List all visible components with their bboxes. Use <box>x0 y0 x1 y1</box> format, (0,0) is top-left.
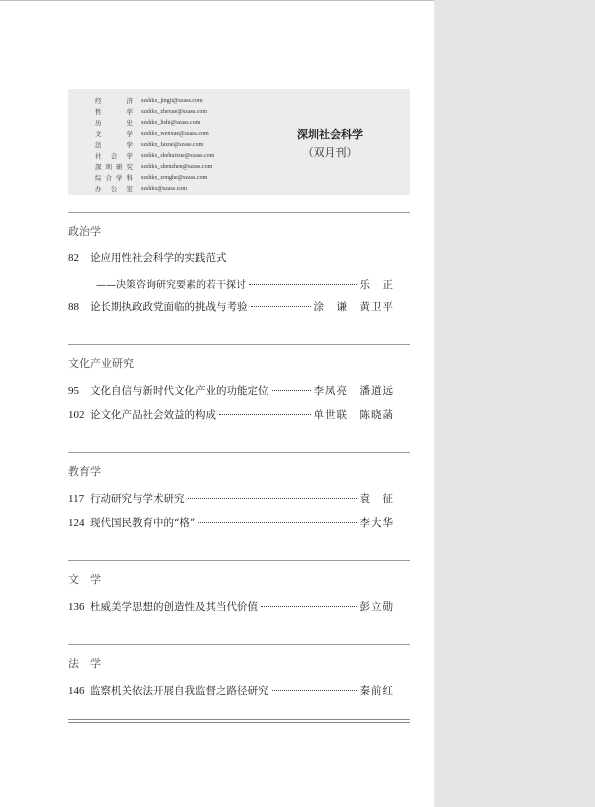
contact-label: 办公室 <box>95 185 133 193</box>
article-title: 论长期执政政党面临的挑战与考验 <box>90 301 248 313</box>
article-title: 论应用性社会科学的实践范式 <box>90 252 227 264</box>
leader-dots <box>261 606 357 607</box>
page-number: 102 <box>68 409 85 421</box>
section-heading: 文 学 <box>68 573 101 586</box>
page-number: 88 <box>68 301 79 313</box>
contact-email[interactable]: szshkx_shehuixue@szass.com <box>141 152 215 159</box>
toc-entry[interactable] <box>68 515 394 529</box>
section-divider <box>68 644 410 645</box>
section-divider <box>68 212 410 213</box>
contact-label: 文 学 <box>95 130 133 138</box>
toc-entry[interactable] <box>68 491 394 505</box>
article-author: 彭立勋 <box>359 601 394 613</box>
page-number: 82 <box>68 252 79 264</box>
section-divider <box>68 452 410 453</box>
leader-dots <box>188 498 357 499</box>
article-author: 李大华 <box>359 517 394 529</box>
contact-row <box>95 128 214 139</box>
leader-dots <box>272 390 311 391</box>
article-title: 文化自信与新时代文化产业的功能定位 <box>90 385 269 397</box>
contact-email[interactable]: szshkx_lishi@szass.com <box>141 119 201 126</box>
article-title: 监察机关依法开展自我监督之路径研究 <box>90 685 269 697</box>
page-number: 95 <box>68 385 79 397</box>
contact-email[interactable]: szshkx@szass.com <box>141 185 188 192</box>
page-number: 136 <box>68 601 85 613</box>
section-heading: 文化产业研究 <box>68 357 134 370</box>
leader-dots <box>249 284 357 285</box>
toc-entry[interactable] <box>68 599 394 613</box>
contact-row <box>95 95 214 106</box>
section-heading: 政治学 <box>68 225 101 238</box>
contact-row <box>95 172 214 183</box>
page-number: 146 <box>68 685 85 697</box>
contact-row <box>95 183 214 194</box>
article-title: 杜威美学思想的创造性及其当代价值 <box>90 601 258 613</box>
toc-entry[interactable] <box>68 250 394 264</box>
top-border <box>0 0 434 1</box>
article-author: 秦前红 <box>359 685 394 697</box>
contact-row <box>95 161 214 172</box>
contact-email[interactable]: szshkx_jingji@szass.com <box>141 97 203 104</box>
contact-label: 哲 学 <box>95 108 133 116</box>
toc-entry[interactable] <box>68 383 394 397</box>
toc-entry[interactable] <box>68 683 394 697</box>
leader-dots <box>251 306 311 307</box>
contact-label: 经 济 <box>95 97 133 105</box>
contact-row <box>95 139 214 150</box>
article-title: 现代国民教育中的“格” <box>90 517 196 529</box>
closing-rule-top <box>68 719 410 720</box>
article-author: 乐 正 <box>359 279 394 291</box>
article-author: 袁 征 <box>359 493 394 505</box>
section-divider <box>68 344 410 345</box>
contact-label: 综合学科 <box>95 174 133 182</box>
contact-list <box>95 95 214 194</box>
article-subtitle: ——决策咨询研究要素的若干探讨 <box>96 280 246 291</box>
toc-entry[interactable] <box>68 299 394 313</box>
closing-rule-bottom <box>68 722 410 723</box>
page-number: 117 <box>68 493 85 505</box>
journal-frequency: （双月刊） <box>302 146 358 159</box>
leader-dots <box>272 690 357 691</box>
contact-label: 历 史 <box>95 119 133 127</box>
contact-label: 法 学 <box>95 141 133 149</box>
contact-label: 深圳研究 <box>95 163 133 171</box>
section-heading: 法 学 <box>68 657 101 670</box>
article-author: 单世联 陈晓菡 <box>313 409 394 421</box>
toc-entry[interactable] <box>96 276 394 290</box>
contact-email[interactable]: szshkx_zonghe@szass.com <box>141 174 208 181</box>
contact-email[interactable]: szshkx_zhexue@szass.com <box>141 108 208 115</box>
journal-title: 深圳社会科学 <box>297 128 363 141</box>
contact-label: 社会学 <box>95 152 133 160</box>
contact-email[interactable]: szshkx_shenzhen@szass.com <box>141 163 213 170</box>
section-divider <box>68 560 410 561</box>
contact-row <box>95 106 214 117</box>
page-number: 124 <box>68 517 85 529</box>
toc-entry[interactable] <box>68 407 394 421</box>
article-author: 李凤亮 潘道远 <box>313 385 394 397</box>
contact-row <box>95 117 214 128</box>
article-author: 涂 谦 黄卫平 <box>313 301 394 313</box>
contact-email[interactable]: szshkx_wenxue@szass.com <box>141 130 209 137</box>
contact-row <box>95 150 214 161</box>
section-heading: 教育学 <box>68 465 101 478</box>
contact-box <box>68 89 410 195</box>
contact-email[interactable]: szshkx_faxue@szass.com <box>141 141 204 148</box>
leader-dots <box>219 414 311 415</box>
margin-band <box>434 0 595 807</box>
article-title: 论文化产品社会效益的构成 <box>90 409 216 421</box>
leader-dots <box>198 522 356 523</box>
article-title: 行动研究与学术研究 <box>90 493 185 505</box>
